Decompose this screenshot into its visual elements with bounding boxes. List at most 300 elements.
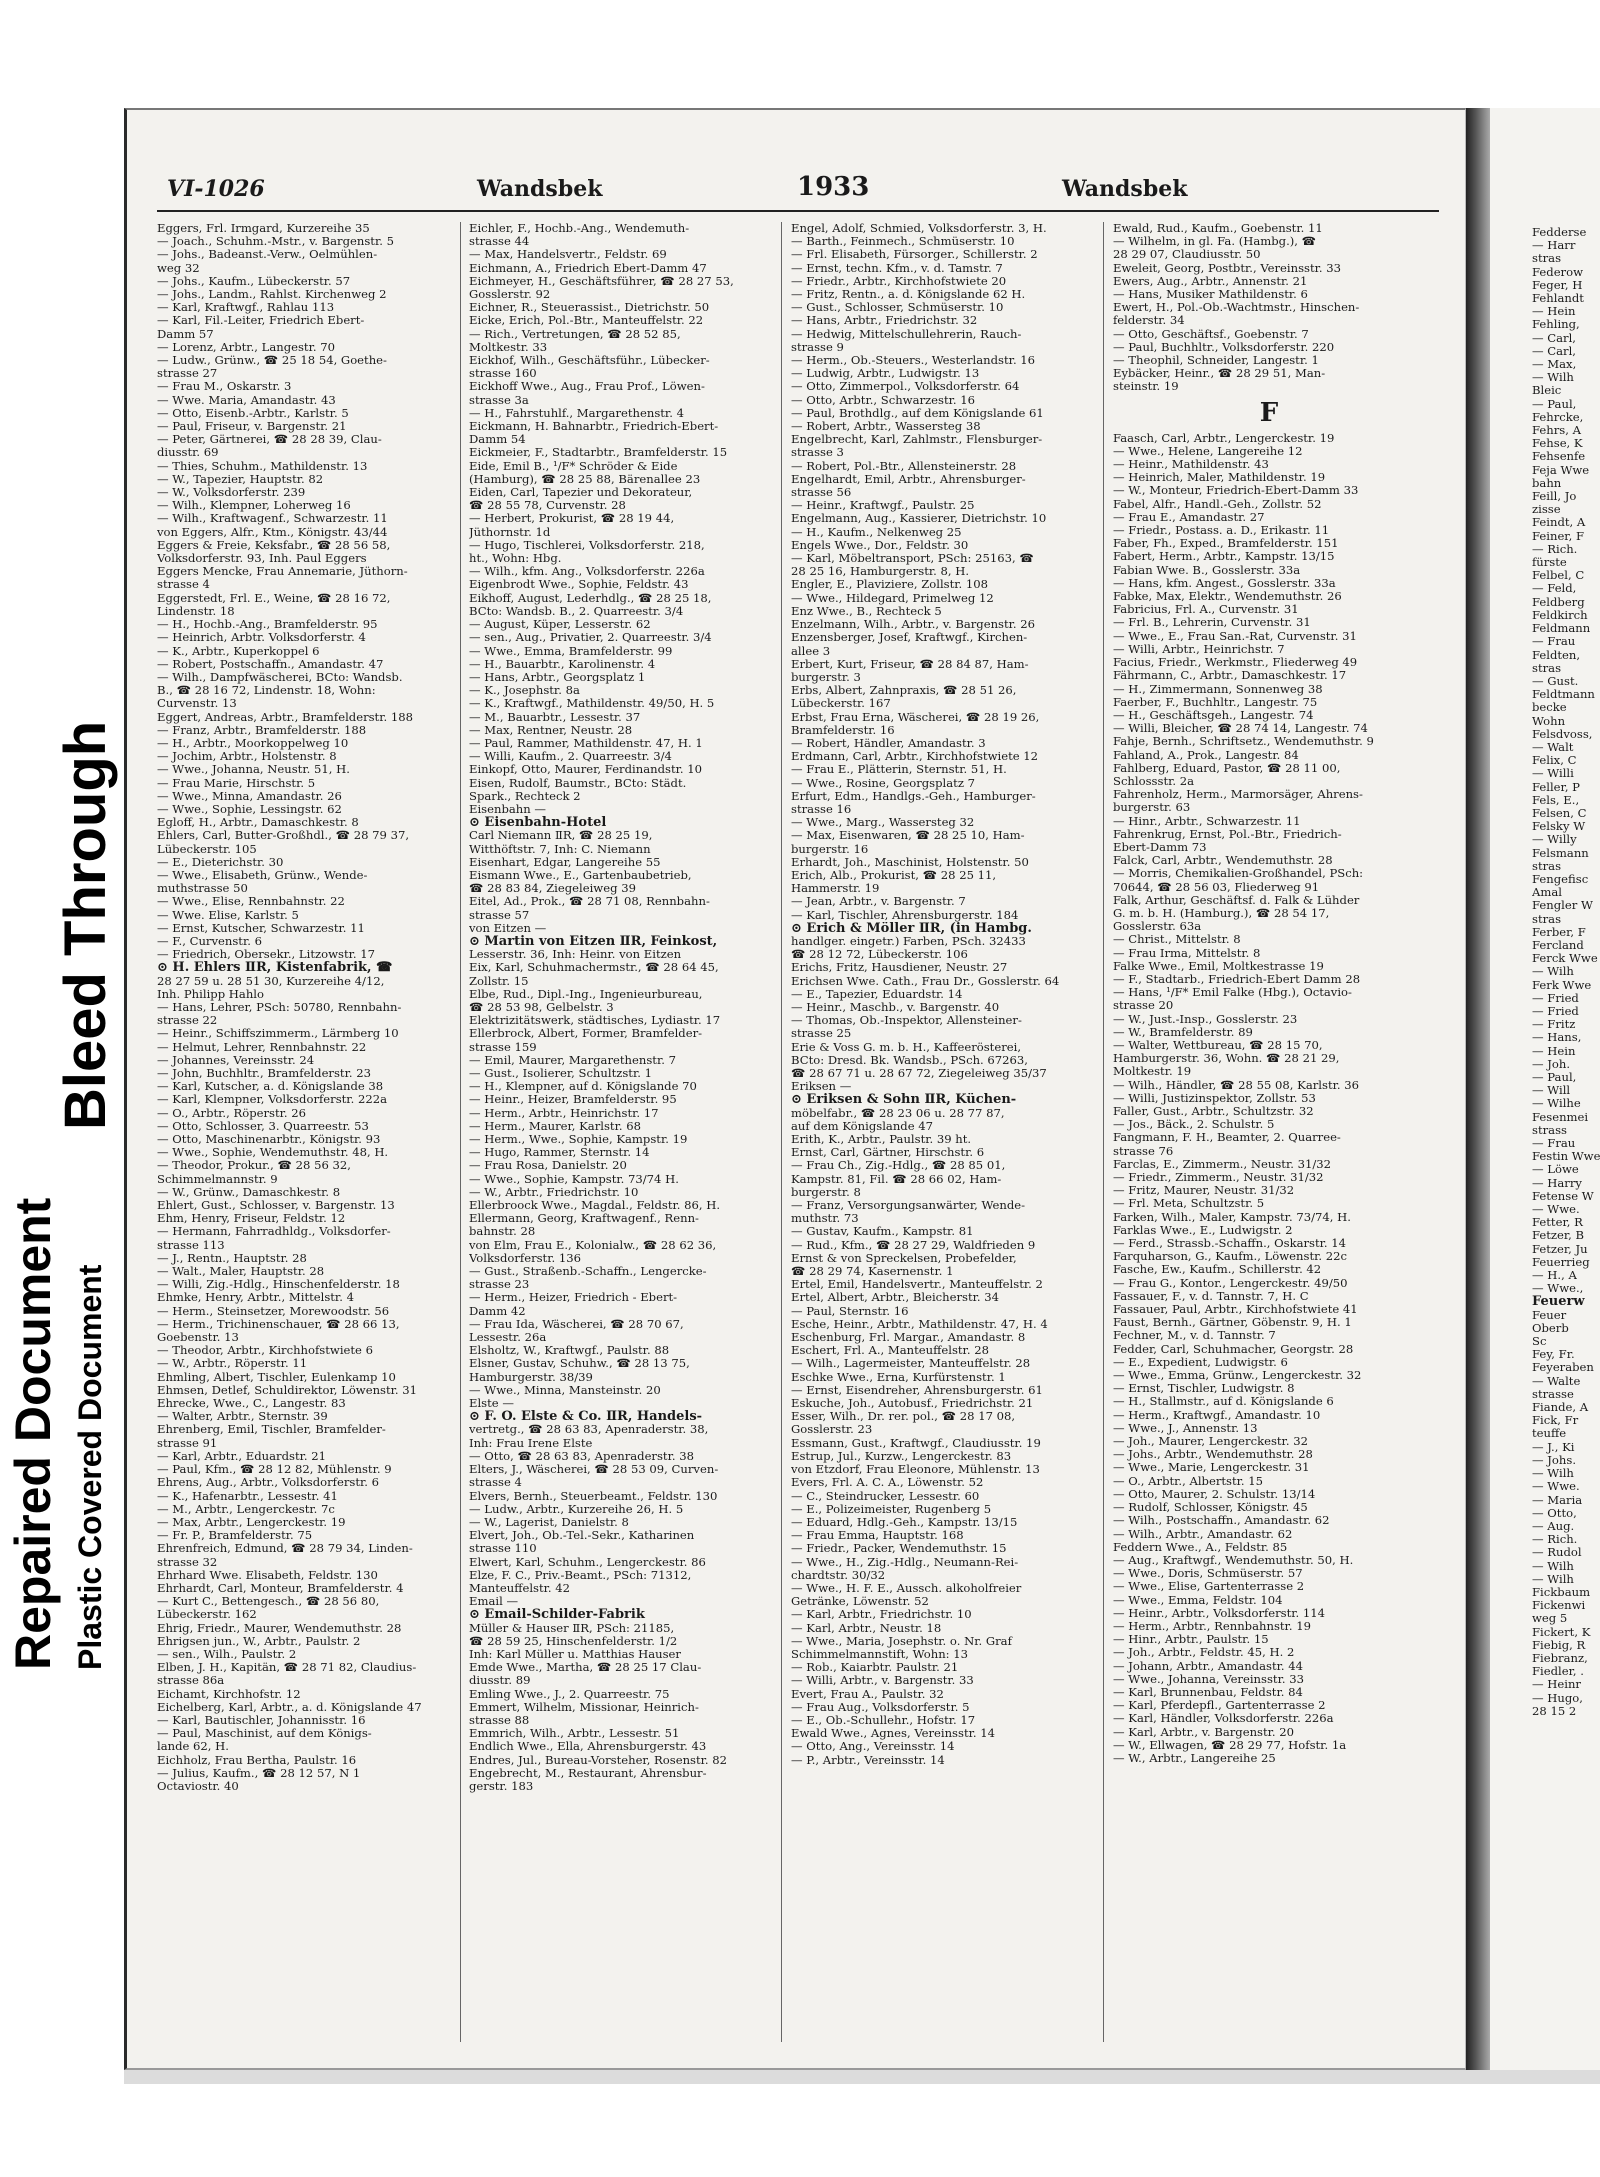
directory-entry: — Otto, Schlosser, 3. Quarreestr. 53 [157, 1119, 369, 1133]
directory-entry: Fabert, Herm., Arbtr., Kampstr. 13/15 [1113, 550, 1335, 564]
directory-entry: Engebrecht, M., Restaurant, Ahrensbur- [469, 1766, 707, 1780]
directory-entry: — Wwe. Elise, Karlstr. 5 [157, 908, 299, 922]
directory-entry: — Heinr., Schiffszimmerm., Lärmberg 10 [157, 1027, 399, 1041]
directory-entry: — Wwe., Elise, Rennbahnstr. 22 [157, 895, 345, 909]
directory-entry: — Wwe., Marie, Lengerckestr. 31 [1113, 1461, 1310, 1475]
directory-entry: — Karl, Kraftwgf., Rahlau 113 [157, 301, 335, 315]
directory-entry: — Wwe., Rosine, Georgsplatz 7 [791, 776, 975, 790]
directory-entry: — Friedrich, Obersekr., Litzowstr. 17 [157, 948, 376, 962]
directory-entry: Esche, Heinr., Arbtr., Mathildenstr. 47, H. 4 [791, 1317, 1048, 1331]
directory-entry: — Frl. B., Lehrerin, Curvenstr. 31 [1113, 616, 1311, 630]
directory-entry: Feuerw [1532, 1295, 1585, 1309]
directory-entry: Erhardt, Joh., Maschinist, Holstenstr. 50 [791, 855, 1029, 869]
directory-entry: — Christ., Mittelstr. 8 [1113, 933, 1241, 947]
directory-entry: Feindt, A [1532, 516, 1586, 530]
directory-entry: Eggerstedt, Frl. E., Weine, ☎ 28 16 72, [157, 591, 391, 605]
directory-entry: Eichmann, A., Friedrich Ebert-Damm 47 [469, 261, 707, 275]
directory-entry: — Wilh., Dampfwäscherei, BCto: Wandsb. [157, 670, 403, 684]
column-4 [1113, 222, 1425, 2042]
directory-entry: Fehrs, A [1532, 424, 1581, 438]
directory-entry: ☎ 28 83 84, Ziegeleiweg 39 [469, 882, 636, 896]
directory-entry: — Wilh [1532, 371, 1574, 385]
directory-entry: — Frau E., Plätterin, Sternstr. 51, H. [791, 763, 1007, 777]
directory-entry: — Wwe., Sophie, Kampstr. 73/74 H. [469, 1172, 679, 1186]
directory-entry: Eisenbahn — [469, 802, 546, 816]
column-divider [1103, 222, 1104, 2042]
directory-entry: — H., Stallmstr., auf d. Königslande 6 [1113, 1395, 1334, 1409]
directory-entry: Wohn [1532, 714, 1566, 728]
directory-entry: — Friedr., Packer, Wendemuthstr. 15 [791, 1542, 1007, 1556]
directory-entry: — Fritz, Maurer, Neustr. 31/32 [1113, 1184, 1295, 1198]
directory-entry: Facius, Friedr., Werkmstr., Fliederweg 49 [1113, 656, 1358, 670]
directory-entry: — Eduard, Hdlg.-Geh., Kampstr. 13/15 [791, 1515, 1018, 1529]
directory-entry: ☎ 28 12 72, Lübeckerstr. 106 [791, 948, 968, 962]
directory-entry: — W., Ellwagen, ☎ 28 29 77, Hofstr. 1a [1113, 1738, 1347, 1752]
directory-entry: — Frau [1532, 635, 1576, 649]
directory-entry: — Karl, Klempner, Volksdorferstr. 222a [157, 1093, 387, 1107]
directory-entry: Essmann, Gust., Kraftwgf., Claudiusstr. 19 [791, 1436, 1041, 1450]
directory-entry: — Paul, [1532, 1071, 1577, 1084]
directory-entry: Engelhardt, Emil, Arbtr., Ahrensburger- [791, 472, 1026, 486]
directory-entry: — K., Hafenarbtr., Lessestr. 41 [157, 1489, 338, 1503]
directory-entry: — W., Tapezier, Hauptstr. 82 [157, 472, 324, 486]
directory-entry: Endres, Jul., Bureau-Vorsteher, Rosenstr. 82 [469, 1753, 728, 1767]
directory-entry: Fehling, [1532, 318, 1580, 332]
directory-entry: — Wwe. [1532, 1480, 1580, 1494]
directory-entry: — E., Dieterichstr. 30 [157, 855, 284, 869]
directory-entry: — Fried [1532, 1004, 1579, 1018]
directory-entry: fürste [1532, 556, 1567, 570]
directory-entry: — Fritz, Rentn., a. d. Königslande 62 H. [791, 288, 1026, 302]
directory-entry: Sc [1532, 1335, 1547, 1349]
adjacent-page-text [1532, 226, 1600, 2056]
directory-entry: Ehm, Henry, Friseur, Feldstr. 12 [157, 1212, 346, 1226]
directory-entry: Eggers, Frl. Irmgard, Kurzereihe 35 [157, 222, 370, 235]
directory-entry: Feddersе [1532, 226, 1587, 239]
directory-entry: Eggert, Andreas, Arbtr., Bramfelderstr. 188 [157, 710, 413, 724]
directory-entry: — Rich. [1532, 542, 1578, 556]
directory-entry: Ehmling, Albert, Tischler, Eulenkamp 10 [157, 1370, 396, 1384]
directory-entry: Fiande, A [1532, 1401, 1589, 1415]
directory-entry: — Herm., Ob.-Steuers., Westerlandstr. 16 [791, 354, 1036, 368]
directory-entry: — Hans, kfm. Angest., Gosslerstr. 33a [1113, 576, 1336, 590]
directory-entry: Ehrigsen jun., W., Arbtr., Paulstr. 2 [157, 1634, 361, 1648]
directory-entry: Fahrenkrug, Ernst, Pol.-Btr., Friedrich- [1113, 827, 1342, 841]
directory-entry: von Etzdorf, Frau Eleonore, Mühlenstr. 13 [791, 1463, 1040, 1477]
directory-entry: — Joh. [1532, 1057, 1571, 1071]
directory-entry: — Wilh., kfm. Ang., Volksdorferstr. 226a [469, 565, 705, 579]
directory-entry: von Eitzen — [469, 921, 547, 935]
directory-entry: — C., Steindrucker, Lessestr. 60 [791, 1489, 980, 1503]
directory-entry: Moltkestr. 33 [469, 340, 548, 354]
directory-entry: — Max, Handelsvertr., Feldstr. 69 [469, 248, 667, 262]
directory-entry: — Max, Rentner, Neustr. 28 [469, 723, 633, 737]
directory-entry: Enz Wwe., B., Rechteck 5 [791, 604, 942, 618]
directory-entry: — Walt [1532, 740, 1574, 754]
directory-entry: Hamburgerstr. 38/39 [469, 1370, 593, 1384]
directory-entry: Fercland [1532, 938, 1584, 952]
directory-entry: Oberb [1532, 1321, 1569, 1335]
directory-entry: — O., Arbtr., Röperstr. 26 [157, 1106, 307, 1120]
directory-entry: Farclas, E., Zimmerm., Neustr. 31/32 [1113, 1157, 1331, 1171]
directory-entry: — K., Josephstr. 8a [469, 684, 580, 698]
directory-entry: — Jean, Arbtr., v. Bargenstr. 7 [791, 895, 966, 909]
directory-entry: — Willi, Arbtr., v. Bargenstr. 33 [791, 1674, 974, 1688]
directory-entry: — Thies, Schuhm., Mathildenstr. 13 [157, 459, 368, 473]
directory-entry: — K., Arbtr., Kuperkoppel 6 [157, 644, 320, 658]
directory-entry: felderstr. 34 [1113, 314, 1185, 328]
directory-entry: — H., Zimmermann, Sonnenweg 38 [1113, 682, 1323, 696]
directory-entry: — Karl, Fil.-Leiter, Friedrich Ebert- [157, 314, 365, 328]
directory-entry: Email — [469, 1595, 519, 1609]
directory-entry: — Theodor, Prokur., ☎ 28 56 32, [157, 1159, 351, 1173]
directory-entry: — Fried [1532, 991, 1579, 1005]
directory-entry: Fickert, K [1532, 1625, 1591, 1639]
directory-entry: Falk, Arthur, Geschäftsf. d. Falk & Lühder [1113, 893, 1360, 907]
directory-entry: Feger, H [1532, 278, 1583, 292]
directory-entry: ☎ 28 59 25, Hinschenfelderstr. 1/2 [469, 1634, 678, 1648]
column-divider [781, 222, 782, 2042]
directory-entry: Getränke, Löwenstr. 52 [791, 1595, 929, 1609]
directory-entry: — Karl, Brunnenbau, Feldstr. 84 [1113, 1685, 1303, 1699]
directory-entry: — Thomas, Ob.-Inspektor, Allensteiner- [791, 1014, 1022, 1028]
directory-entry: — Heinr., Maschb., v. Bargenstr. 40 [791, 1000, 1000, 1014]
directory-entry: — Johs., Badeanst.-Verw., Oelmühlen- [157, 248, 378, 262]
directory-entry: Schimmelmannstr. 9 [157, 1172, 278, 1186]
directory-entry: Feldmann [1532, 622, 1591, 636]
directory-entry: — Karl, Arbtr., v. Bargenstr. 20 [1113, 1725, 1295, 1739]
directory-entry: Erichsen Wwe. Cath., Frau Dr., Gosslerstr. 64 [791, 974, 1060, 988]
directory-entry: — Karl, Möbeltransport, PSch: 25163, ☎ [791, 552, 1034, 566]
directory-entry: Fabian Wwe. B., Gosslerstr. 33a [1113, 563, 1301, 577]
directory-entry: Ehmke, Henry, Arbtr., Mittelstr. 4 [157, 1291, 354, 1305]
directory-entry: — Wilh., Händler, ☎ 28 55 08, Karlstr. 36 [1113, 1078, 1359, 1092]
header-city-left: Wandsbek [477, 176, 603, 202]
directory-entry: Eschert, Frl. A., Manteuffelstr. 28 [791, 1344, 989, 1358]
directory-entry: — Fr. P., Bramfelderstr. 75 [157, 1529, 313, 1543]
directory-entry: — Wwe., Johanna, Vereinsstr. 33 [1113, 1672, 1304, 1686]
directory-entry: teuffe [1532, 1427, 1567, 1441]
directory-entry: — Wilh., Arbtr., Amandastr. 62 [1113, 1527, 1293, 1541]
directory-entry: — Frau Aug., Volksdorferstr. 5 [791, 1700, 970, 1714]
directory-entry: — Frau E., Amandastr. 27 [1113, 510, 1265, 524]
directory-entry: Feuer [1532, 1308, 1567, 1322]
directory-entry: — Heinrich, Maler, Mathildenstr. 19 [1113, 471, 1326, 485]
directory-entry: Elvert, Joh., Ob.-Tel.-Sekr., Katharinen [469, 1529, 695, 1543]
directory-entry: Schimmelmannstift, Wohn: 13 [791, 1647, 969, 1661]
directory-entry: Feldkirch [1532, 608, 1588, 622]
directory-entry: — Ludwig, Arbtr., Ludwigstr. 13 [791, 367, 980, 381]
directory-entry: Gosslerstr. 23 [791, 1423, 873, 1437]
directory-entry: BCto: Dresd. Bk. Wandsb., PSch. 67263, [791, 1053, 1028, 1067]
directory-entry: Evert, Frau A., Paulstr. 32 [791, 1687, 944, 1701]
directory-entry: Moltkestr. 19 [1113, 1065, 1192, 1079]
directory-entry: — Friedr., Postass. a. D., Erikastr. 11 [1113, 524, 1330, 538]
directory-entry: — Wilh., Postschaffn., Amandastr. 62 [1113, 1514, 1330, 1528]
directory-entry: — Willy [1532, 833, 1577, 847]
directory-entry: Feddern Wwe., A., Feldstr. 85 [1113, 1540, 1288, 1554]
directory-entry: — Paul, Sternstr. 16 [791, 1304, 909, 1318]
directory-entry: — Walter, Wettbureau, ☎ 28 15 70, [1113, 1038, 1323, 1052]
header-rule [157, 210, 1439, 212]
directory-entry: — Hans, Musiker Mathildenstr. 6 [1113, 288, 1308, 302]
directory-entry: Fasche, Ew., Kaufm., Schillerstr. 42 [1113, 1263, 1322, 1277]
directory-entry: — Heinr [1532, 1678, 1581, 1692]
directory-entry: — Karl, Arbtr., Neustr. 18 [791, 1621, 942, 1635]
column-4-top [1113, 222, 1425, 394]
directory-entry: — M., Bauarbtr., Lessestr. 37 [469, 710, 641, 724]
directory-entry: Hamburgerstr. 36, Wohn. ☎ 28 21 29, [1113, 1052, 1340, 1066]
directory-entry: Eybäcker, Heinr., ☎ 28 29 51, Man- [1113, 367, 1326, 381]
directory-entry: diusstr. 89 [469, 1674, 531, 1688]
directory-entry: ⊙ Martin von Eitzen ⅡR, Feinkost, [469, 934, 718, 949]
directory-entry: — W., Just.-Insp., Gosslerstr. 23 [1113, 1012, 1298, 1026]
directory-entry: — Wilhelm, in gl. Fa. (Hambg.), ☎ [1113, 235, 1317, 249]
directory-entry: Felbel, C [1532, 569, 1585, 583]
directory-entry: ⊙ Eriksen & Sohn ⅡR, Küchen- [791, 1093, 1017, 1107]
directory-entry: — Wwe., H., Zig.-Hdlg., Neumann-Rei- [791, 1555, 1019, 1569]
directory-entry: — Paul, Buchhltr., Volksdorferstr. 220 [1113, 340, 1335, 354]
directory-entry: — Otto, Maurer, 2. Schulstr. 13/14 [1113, 1487, 1316, 1501]
directory-entry: — Wwe., Emma, Grünw., Lengerckestr. 32 [1113, 1369, 1362, 1383]
directory-entry: — Löwe [1532, 1163, 1579, 1177]
directory-entry: — Wwe., Elisabeth, Grünw., Wende- [157, 868, 368, 882]
directory-entry: Fabel, Alfr., Handl.-Geh., Zollstr. 52 [1113, 497, 1322, 511]
directory-entry: Lübeckerstr. 162 [157, 1608, 257, 1622]
directory-entry: Fengler W [1532, 899, 1593, 913]
directory-entry: Federow [1532, 265, 1583, 279]
directory-entry: Faerber, F., Buchhltr., Langestr. 75 [1113, 695, 1318, 709]
directory-entry: — W., Lagerist, Danielstr. 8 [469, 1515, 629, 1529]
directory-entry: Evers, Frl. A. C. A., Löwenstr. 52 [791, 1476, 984, 1490]
directory-entry: Fehlandt [1532, 292, 1584, 306]
directory-entry: Volksdorferstr. 136 [469, 1251, 581, 1265]
column-1 [157, 222, 449, 2042]
directory-entry: — Hans, Arbtr., Friedrichstr. 32 [791, 314, 978, 328]
directory-entry: — Wilhe [1532, 1097, 1581, 1111]
directory-entry: Fiedler, . [1532, 1665, 1584, 1679]
directory-entry: steinstr. 19 [1113, 380, 1179, 394]
directory-entry: — Theophil, Schneider, Langestr. 1 [1113, 354, 1319, 368]
directory-entry: — Gust., Schlosser, Schmüserstr. 10 [791, 301, 1004, 315]
directory-entry: Eggers & Freie, Keksfabr., ☎ 28 56 58, [157, 538, 391, 552]
directory-entry: Fährmann, C., Arbtr., Damaschkestr. 17 [1113, 669, 1347, 683]
directory-entry: Erie & Voss G. m. b. H., Kaffeerösterei, [791, 1040, 1022, 1054]
directory-entry: — Herm., Heizer, Friedrich - Ebert- [469, 1291, 678, 1305]
directory-entry: strasse 76 [1113, 1144, 1174, 1158]
repaired-document-label: Repaired Document [5, 1197, 61, 1670]
directory-entry: — E., Ob.-Schullehr., Hofstr. 17 [791, 1713, 976, 1727]
directory-entry: Eschke Wwe., Erna, Kurfürstenstr. 1 [791, 1370, 1006, 1384]
directory-entry: strasse 27 [157, 367, 218, 381]
directory-entry: Eichmeyer, H., Geschäftsführer, ☎ 28 27 53, [469, 274, 734, 288]
directory-entry: strasse 3a [469, 393, 529, 407]
directory-entry: diusstr. 69 [157, 446, 219, 460]
directory-entry: Felsmann [1532, 846, 1589, 860]
directory-entry: — Rich., Vertretungen, ☎ 28 52 85, [469, 327, 681, 341]
directory-entry: Gosslerstr. 92 [469, 288, 551, 302]
directory-entry: — Joach., Schuhm.-Mstr., v. Bargenstr. 5 [157, 235, 394, 249]
directory-entry: Bramfelderstr. 16 [791, 723, 895, 737]
directory-entry: Octaviostr. 40 [157, 1779, 239, 1793]
directory-entry: Feja Wwe [1532, 463, 1590, 477]
directory-entry: — sen., Aug., Privatier, 2. Quarreestr. 3/4 [469, 631, 712, 645]
directory-entry: Eiden, Carl, Tapezier und Dekorateur, [469, 486, 693, 500]
directory-entry: Elvers, Bernh., Steuerbeamt., Feldstr. 130 [469, 1489, 718, 1503]
directory-entry: Engel, Adolf, Schmied, Volksdorferstr. 3, H. [791, 222, 1047, 235]
directory-entry: stras [1532, 661, 1562, 675]
directory-entry: Erich, Alb., Prokurist, ☎ 28 25 11, [791, 868, 997, 882]
directory-entry: — Hinr., Arbtr., Schwarzestr. 11 [1113, 814, 1301, 828]
directory-entry: G. m. b. H. (Hamburg.), ☎ 28 54 17, [1113, 906, 1330, 920]
directory-entry: — E., Expedient, Ludwigstr. 6 [1113, 1355, 1288, 1369]
directory-entry: Engels Wwe., Dor., Feldstr. 30 [791, 538, 969, 552]
directory-entry: — Wilh., Lagermeister, Manteuffelstr. 28 [791, 1357, 1031, 1371]
directory-entry: Lübeckerstr. 167 [791, 697, 891, 711]
directory-entry: — Karl, Tischler, Ahrensburgerstr. 184 [791, 908, 1019, 922]
directory-entry: chardtstr. 30/32 [791, 1568, 886, 1582]
adjacent-page-edge [1490, 108, 1600, 2070]
directory-entry: strasse 4 [469, 1476, 522, 1490]
directory-entry: Lindenstr. 18 [157, 604, 235, 618]
directory-entry: Fick, Fr [1532, 1414, 1579, 1428]
directory-entry: Ertel, Emil, Handelsvertr., Manteuffelstr. 2 [791, 1278, 1043, 1292]
directory-entry: — Hans, [1532, 1031, 1582, 1045]
directory-entry: Ewers, Aug., Arbtr., Annenstr. 21 [1113, 274, 1308, 288]
directory-entry: strasse 113 [157, 1238, 225, 1252]
directory-entry: — Willi, Arbtr., Heinrichstr. 7 [1113, 642, 1285, 656]
plastic-covered-label: Plastic Covered Document [72, 1264, 108, 1670]
directory-entry: — W., Arbtr., Langereihe 25 [1113, 1751, 1276, 1765]
directory-entry: — Max, [1532, 358, 1577, 372]
directory-entry: Müller & Hauser ⅡR, PSch: 21185, [469, 1621, 675, 1635]
directory-entry: Feuerrieg [1532, 1255, 1590, 1269]
directory-entry: — Karl, Bautischler, Johannisstr. 16 [157, 1713, 366, 1727]
directory-entry: — Robert, Postschaffn., Amandastr. 47 [157, 657, 384, 671]
directory-entry: — Fritz [1532, 1018, 1576, 1032]
header-year: 1933 [797, 172, 870, 202]
directory-entry: Elwert, Karl, Schuhm., Lengerckestr. 86 [469, 1555, 706, 1569]
directory-entry: Egloff, H., Arbtr., Damaschkestr. 8 [157, 816, 359, 830]
directory-entry: Ellerbroock Wwe., Magdal., Feldstr. 86, H. [469, 1199, 721, 1213]
page-header [157, 172, 1427, 206]
directory-entry: — Gust. [1532, 674, 1579, 688]
directory-entry: Emmrich, Wilh., Arbtr., Lessestr. 51 [469, 1727, 680, 1741]
directory-entry: — Johann, Arbtr., Amandastr. 44 [1113, 1659, 1303, 1673]
directory-entry: Feldberg [1532, 595, 1585, 609]
directory-entry: — Herm., Wwe., Sophie, Kampstr. 19 [469, 1133, 688, 1147]
directory-entry: Feldtmann [1532, 688, 1595, 702]
directory-entry: — Ernst, Eisendreher, Ahrensburgerstr. 61 [791, 1383, 1043, 1397]
directory-entry: — sen., Wilh., Paulstr. 2 [157, 1647, 297, 1661]
directory-entry: — Ludw., Arbtr., Kurzereihe 26, H. 5 [469, 1502, 684, 1516]
side-labels [0, 640, 120, 1670]
directory-entry: — Wwe., Maria, Josephstr. o. Nr. Graf [791, 1634, 1012, 1648]
directory-entry: Eggers Mencke, Frau Annemarie, Jüthorn- [157, 565, 408, 579]
directory-entry: Goebenstr. 13 [157, 1331, 239, 1345]
directory-entry: Feller, P [1532, 780, 1580, 794]
directory-entry: — Friedr., Arbtr., Kirchhofstwiete 20 [791, 274, 1007, 288]
directory-entry: — Robert, Pol.-Btr., Allensteinerstr. 28 [791, 459, 1017, 473]
directory-entry: strasse 23 [469, 1278, 530, 1292]
directory-entry: Fetzer, B [1532, 1229, 1585, 1243]
directory-entry: ⊙ Erich & Möller ⅡR, (in Hambg. [791, 921, 1032, 935]
directory-entry: — Aug., Kraftwgf., Wendemuthstr. 50, H. [1113, 1553, 1354, 1567]
directory-entry: — Hermann, Fahrradhldg., Volksdorfer- [157, 1225, 391, 1239]
directory-entry: — Frau [1532, 1137, 1576, 1151]
directory-entry: — Hans, Arbtr., Georgsplatz 1 [469, 670, 646, 684]
directory-entry: — Wwe., Minna, Mansteinstr. 20 [469, 1383, 661, 1397]
directory-entry: — J., Ki [1532, 1440, 1575, 1454]
directory-entry: Ellermann, Georg, Kraftwagenf., Renn- [469, 1212, 699, 1226]
directory-entry: Emling Wwe., J., 2. Quarreestr. 75 [469, 1687, 670, 1701]
directory-entry: — Frau Emma, Hauptstr. 168 [791, 1529, 964, 1543]
directory-entry: — O., Arbtr., Albertstr. 15 [1113, 1474, 1264, 1488]
directory-entry: gerstr. 183 [469, 1779, 534, 1793]
directory-entry: burgerstr. 8 [791, 1185, 861, 1199]
directory-entry: Ewald, Rud., Kaufm., Goebenstr. 11 [1113, 222, 1323, 235]
directory-entry: — Emil, Maurer, Margarethenstr. 7 [469, 1053, 676, 1067]
directory-entry: Faller, Gust., Arbtr., Schultzstr. 32 [1113, 1105, 1314, 1118]
directory-entry: strasse 32 [157, 1555, 218, 1569]
directory-entry: — Heinr., Kraftwgf., Paulstr. 25 [791, 499, 975, 513]
directory-entry: — Paul, Brothdlg., auf dem Königslande 61 [791, 406, 1044, 420]
directory-entry: Ertel, Albert, Arbtr., Bleicherstr. 34 [791, 1291, 1000, 1305]
directory-entry: — Franz, Versorgungsanwärter, Wende- [791, 1199, 1026, 1213]
directory-entry: — W., Grünw., Damaschkestr. 8 [157, 1185, 341, 1199]
directory-entry: — Johs., Landm., Rahlst. Kirchenweg 2 [157, 288, 387, 302]
directory-entry: Eichamt, Kirchhofstr. 12 [157, 1687, 301, 1701]
directory-entry: — Willi, Zig.-Hdlg., Hinschenfelderstr. 18 [157, 1278, 400, 1292]
directory-entry: burgerstr. 3 [791, 670, 861, 684]
directory-entry: Emmert, Wilhelm, Missionar, Heinrich- [469, 1700, 699, 1714]
directory-entry: vertretg., ☎ 28 63 83, Apenraderstr. 38, [469, 1423, 709, 1437]
directory-entry: Fetense W [1532, 1189, 1594, 1203]
directory-entry: Einkopf, Otto, Maurer, Ferdinandstr. 10 [469, 763, 702, 777]
directory-entry: — Hans, Lehrer, PSch: 50780, Rennbahn- [157, 1000, 402, 1014]
directory-entry: — Wilh [1532, 1467, 1574, 1481]
directory-entry: Ernst, Carl, Gärtner, Hirschstr. 6 [791, 1146, 985, 1160]
directory-entry: von Eggers, Alfr., Ktm., Königstr. 43/44 [157, 525, 388, 539]
column-3 [791, 222, 1093, 2042]
directory-entry: bahn [1532, 476, 1562, 490]
directory-entry: Ehrhardt, Carl, Monteur, Bramfelderstr. 4 [157, 1581, 404, 1595]
directory-entry: strasse [1532, 1387, 1574, 1401]
directory-entry: Fahland, A., Prok., Langestr. 84 [1113, 748, 1299, 762]
directory-entry: — Wilh [1532, 1572, 1574, 1586]
directory-entry: Fassauer, F., v. d. Tannstr. 7, H. C [1113, 1289, 1309, 1303]
directory-entry: becke [1532, 701, 1567, 715]
directory-entry: — Paul, Friseur, v. Bargenstr. 21 [157, 420, 347, 434]
directory-entry: — Carl, [1532, 331, 1576, 345]
directory-entry: Ehlert, Gust., Schlosser, v. Bargenstr. 13 [157, 1199, 395, 1213]
directory-entry: burgerstr. 63 [1113, 801, 1191, 815]
directory-entry: — Wwe., E., Frau San.-Rat, Curvenstr. 31 [1113, 629, 1357, 643]
directory-entry: Fesenmei [1532, 1110, 1589, 1124]
directory-entry: — Walt., Maler, Hauptstr. 28 [157, 1265, 325, 1279]
directory-entry: Emde Wwe., Martha, ☎ 28 25 17 Clau- [469, 1661, 702, 1675]
directory-entry: — John, Buchhltr., Bramfelderstr. 23 [157, 1067, 371, 1080]
directory-entry: Farken, Wilh., Maler, Kampstr. 73/74, H. [1113, 1210, 1351, 1224]
directory-entry: Eide, Emil B., ¹/F* Schröder & Eide [469, 459, 678, 473]
directory-entry: strasse 16 [791, 802, 852, 816]
directory-entry: strasse 25 [791, 1027, 852, 1041]
directory-entry: — J., Rentn., Hauptstr. 28 [157, 1251, 307, 1265]
directory-entry: — Wwe., Emma, Feldstr. 104 [1113, 1593, 1283, 1607]
directory-entry: Spark., Rechteck 2 [469, 789, 581, 803]
directory-entry: — Ferd., Strassb.-Schaffn., Oskarstr. 14 [1113, 1237, 1347, 1251]
directory-entry: — August, Küper, Lesserstr. 62 [469, 618, 651, 632]
